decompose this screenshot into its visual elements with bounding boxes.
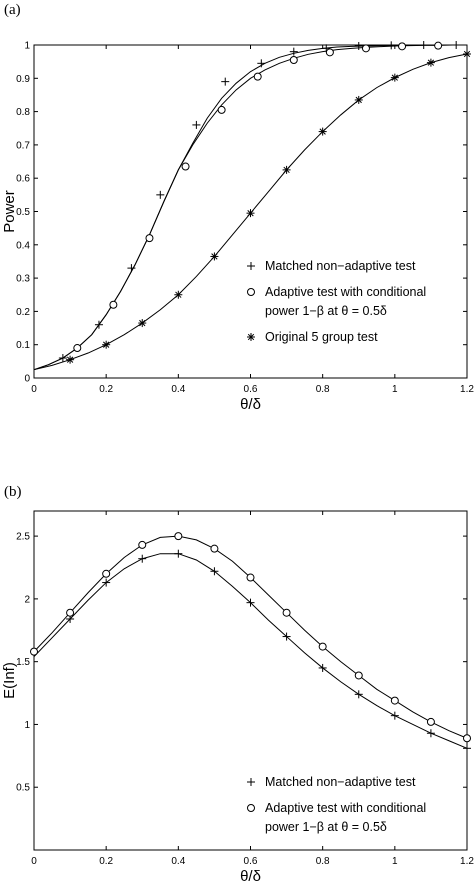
legend-label: power 1−β at θ = 0.5δ [265,304,387,318]
data-point [74,345,81,352]
y-tick-label: 0.5 [16,207,30,218]
panel-label: (b) [4,484,22,500]
panel-b [1,484,474,885]
plot-frame [34,511,467,850]
data-point [362,45,369,52]
data-point [103,570,110,577]
series-line [34,554,467,749]
x-tick-label: 1.2 [460,856,474,867]
y-tick-label: 0.5 [16,782,30,794]
data-point [435,42,442,49]
y-tick-label: 0.2 [16,306,30,318]
y-axis-label: Power [1,190,18,233]
data-point [31,648,38,655]
series-line [34,536,467,738]
y-tick-label: 0.9 [16,73,30,85]
y-tick-label: 0.4 [16,240,30,252]
y-tick-label: 2.5 [16,531,30,543]
x-tick-label: 0.2 [99,384,114,395]
legend [247,775,426,834]
data-point [464,735,471,742]
data-point [182,163,189,170]
data-point [254,73,261,80]
x-tick-label: 0.8 [315,856,330,867]
legend-label: power 1−β at θ = 0.5δ [265,820,387,834]
legend-label: Matched non−adaptive test [265,259,416,273]
legend [247,259,426,344]
y-tick-label: 0.6 [16,173,30,185]
legend-label: Adaptive test with conditional [265,801,427,815]
y-tick-label: 0.1 [16,340,30,352]
data-point [319,643,326,650]
data-point [110,301,117,308]
legend-label: Adaptive test with conditional [265,285,427,299]
panel-label: (a) [4,2,21,18]
data-point [326,49,333,56]
legend-marker [248,805,255,812]
series-asterisk [34,50,471,370]
y-tick-label: 0.7 [16,140,30,152]
data-point [283,609,290,616]
data-point [247,574,254,581]
data-point [355,672,362,679]
data-point [290,56,297,63]
x-tick-label: 0 [31,856,37,867]
data-point [218,106,225,113]
x-tick-label: 1.2 [460,384,474,395]
y-tick-label: 0.8 [16,107,30,119]
y-axis-label: E(Inf) [1,662,18,699]
data-point [399,43,406,50]
y-tick-label: 1 [24,719,30,731]
series-circle [34,42,467,370]
x-tick-label: 1 [392,856,398,867]
series-circle [31,533,471,742]
x-axis-label: θ/δ [240,396,261,413]
y-tick-label: 1.5 [16,657,30,669]
data-point [427,718,434,725]
x-tick-label: 0.4 [171,384,186,395]
data-point [67,609,74,616]
legend-marker [248,289,255,296]
legend-label: Original 5 group test [265,330,378,344]
series-plus [34,41,467,370]
x-axis-label: θ/δ [240,868,261,885]
data-point [139,541,146,548]
x-tick-label: 0.2 [99,856,114,867]
panel-a [1,2,474,413]
legend-label: Matched non−adaptive test [265,775,416,789]
x-tick-label: 0.4 [171,856,186,867]
y-tick-label: 2 [24,594,30,606]
data-point [146,235,153,242]
x-tick-label: 0 [31,384,37,395]
data-point [175,533,182,540]
data-point [391,697,398,704]
x-tick-label: 0.8 [315,384,330,395]
x-tick-label: 0.6 [243,384,258,395]
x-tick-label: 0.6 [243,856,258,867]
x-tick-label: 1 [392,384,398,395]
y-tick-label: 0.3 [16,273,30,285]
y-tick-label: 1 [24,40,30,52]
y-tick-label: 0 [24,373,30,385]
data-point [211,545,218,552]
